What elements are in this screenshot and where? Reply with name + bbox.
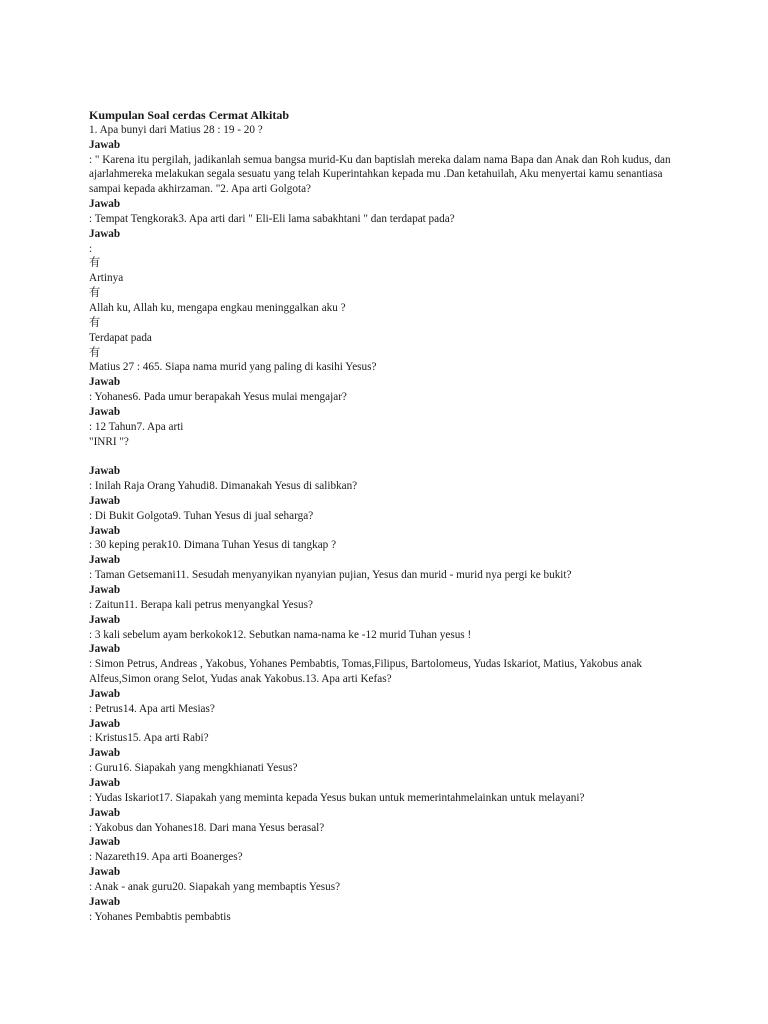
text-line: Artinya — [89, 272, 124, 285]
answer-label: Jawab — [89, 554, 121, 567]
text-line: : " Karena itu pergilah, jadikanlah semua bangsa murid-Ku dan baptislah mereka dalam nama Bapa dan Anak dan Roh kudus, dan ajarlahmereka melakukan segala sesuatu yang telah Kuperintahkan kepada mu .Dan ketahuilah, Aku menyertai kamu senantiasa sampai kepada akhirzaman. "2. Apa arti Golgota? — [89, 153, 671, 196]
text-line: 1. Apa bunyi dari Matius 28 : 19 - 20 ? — [89, 123, 263, 136]
text-line: Matius 27 : 465. Siapa nama murid yang paling di kasihi Yesus? — [89, 361, 377, 374]
text-line: : Yohanes6. Pada umur berapakah Yesus mulai mengajar? — [89, 391, 347, 404]
answer-label: Jawab — [89, 405, 121, 418]
answer-label: Jawab — [89, 198, 121, 211]
text-line: : — [89, 242, 93, 255]
answer-label: Jawab — [89, 227, 121, 240]
text-line: : Nazareth19. Apa arti Boanerges? — [89, 851, 243, 864]
answer-label: Jawab — [89, 584, 121, 596]
answer-label: Jawab — [89, 494, 121, 507]
text-line: 有 — [89, 257, 101, 270]
text-line: : Simon Petrus, Andreas , Yakobus, Yohanes Pembabtis, Tomas,Filipus, Bartolomeus, Yudas Iskariot, Matius, Yakobus anak Alfeus,Simon orang Selot, Yudas anak Yakobus.13. Apa arti Kefas? — [89, 658, 643, 686]
answer-label: Jawab — [89, 747, 121, 760]
answer-label: Jawab — [89, 776, 121, 789]
answer-label: Jawab — [89, 895, 121, 908]
text-line: Allah ku, Allah ku, mengapa engkau meninggalkan aku ? — [89, 301, 346, 314]
text-line: : Yakobus dan Yohanes18. Dari mana Yesus berasal? — [89, 821, 325, 834]
text-line: : Anak - anak guru20. Siapakah yang membaptis Yesus? — [89, 880, 341, 893]
text-line: "INRI "? — [89, 435, 129, 448]
text-line: : 30 keping perak10. Dimana Tuhan Yesus di tangkap ? — [89, 539, 337, 552]
text-line: 有 — [89, 316, 101, 329]
answer-label: Jawab — [89, 138, 121, 151]
text-line: : Yudas Iskariot17. Siapakah yang meminta kepada Yesus bukan untuk memerintahmelainkan untuk melayani? — [89, 791, 585, 804]
answer-label: Jawab — [89, 866, 121, 879]
answer-label: Jawab — [89, 836, 121, 849]
answer-label: Jawab — [89, 717, 121, 730]
answer-label: Jawab — [89, 687, 121, 700]
answer-label: Jawab — [89, 376, 121, 389]
answer-label: Jawab — [89, 643, 121, 656]
text-line: : Yohanes Pembabtis pembabtis — [89, 910, 231, 923]
text-line: : Tempat Tengkorak3. Apa arti dari " Eli-Eli lama sabakhtani " dan terdapat pada? — [89, 212, 455, 225]
document-title: Kumpulan Soal cerdas Cermat Alkitab — [89, 108, 290, 122]
text-line: : Petrus14. Apa arti Mesias? — [89, 702, 215, 715]
answer-label: Jawab — [89, 465, 121, 478]
text-line: : Guru16. Siapakah yang mengkhianati Yesus? — [89, 762, 298, 775]
answer-label: Jawab — [89, 613, 121, 626]
blank-line — [89, 449, 689, 464]
text-line: : Zaitun11. Berapa kali petrus menyangkal Yesus? — [89, 598, 313, 611]
text-line: : 12 Tahun7. Apa arti — [89, 420, 184, 433]
document-lines — [89, 123, 689, 925]
text-line: : Inilah Raja Orang Yahudi8. Dimanakah Yesus di salibkan? — [89, 480, 358, 493]
text-line: 有 — [89, 287, 101, 300]
answer-label: Jawab — [89, 524, 121, 537]
text-line: Terdapat pada — [89, 331, 152, 344]
text-line: : Kristus15. Apa arti Rabi? — [89, 732, 209, 745]
text-line: : Di Bukit Golgota9. Tuhan Yesus di jual seharga? — [89, 509, 314, 522]
text-line: 有 — [89, 346, 101, 359]
text-line: : 3 kali sebelum ayam berkokok12. Sebutkan nama-nama ke -12 murid Tuhan yesus ! — [89, 628, 472, 641]
text-line: : Taman Getsemani11. Sesudah menyanyikan nyanyian pujian, Yesus dan murid - murid nya pergi ke bukit? — [89, 569, 572, 582]
document-body — [89, 108, 689, 924]
answer-label: Jawab — [89, 806, 121, 819]
